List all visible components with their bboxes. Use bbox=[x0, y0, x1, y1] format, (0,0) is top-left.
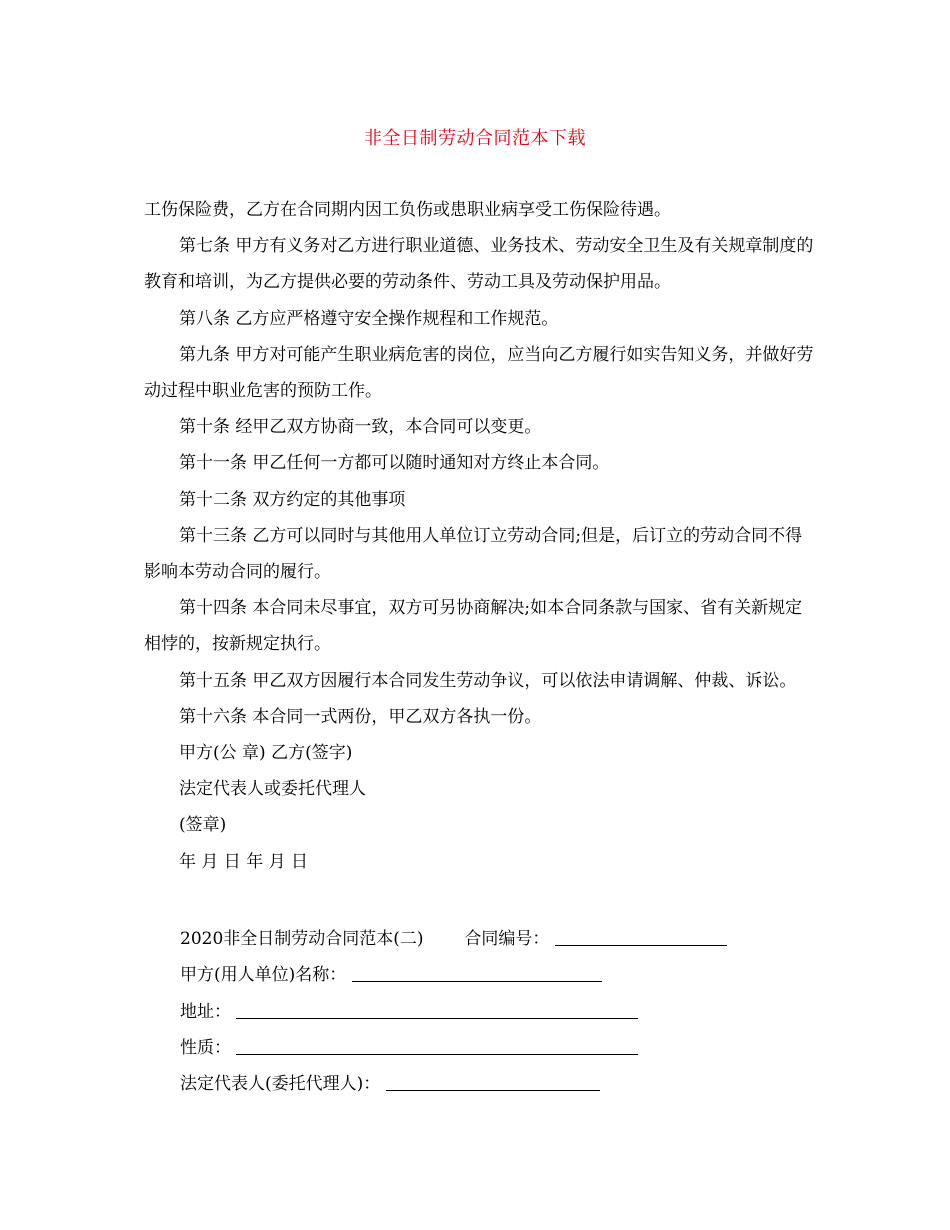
employer-name-blank[interactable] bbox=[352, 965, 602, 982]
form-heading-row bbox=[180, 924, 727, 949]
paragraph: 第十四条 本合同未尽事宜，双方可另协商解决;如本合同条款与国家、省有关新规定相悖的，按新规定执行。 bbox=[144, 598, 803, 655]
paragraph: 第十六条 本合同一式两份，甲乙双方各执一份。 bbox=[179, 706, 542, 727]
paragraph: 第七条 甲方有义务对乙方进行职业道德、业务技术、劳动安全卫生及有关规章制度的教育和培训，为乙方提供必要的劳动条件、劳动工具及劳动保护用品。 bbox=[144, 236, 814, 293]
paragraph: 第八条 乙方应严格遵守安全操作规程和工作规范。 bbox=[179, 308, 559, 329]
paragraph: 第九条 甲方对可能产生职业病危害的岗位，应当向乙方履行如实告知义务，并做好劳动过程中职业危害的预防工作。 bbox=[144, 344, 814, 402]
document-body bbox=[144, 192, 814, 880]
document-title: 非全日制劳动合同范本下载 bbox=[364, 128, 586, 149]
contract-number-label: 合同编号： bbox=[464, 929, 550, 949]
address-label: 地址： bbox=[180, 1002, 231, 1022]
legal-representative-blank[interactable] bbox=[386, 1074, 600, 1091]
employer-name-label: 甲方(用人单位)名称： bbox=[180, 965, 347, 985]
legal-representative-row bbox=[180, 1069, 600, 1094]
legal-representative-line: 法定代表人或委托代理人 bbox=[179, 779, 366, 800]
nature-row bbox=[180, 1033, 638, 1058]
paragraph: 第十一条 甲乙任何一方都可以随时通知对方终止本合同。 bbox=[179, 453, 610, 474]
contract-number-blank[interactable] bbox=[555, 929, 727, 946]
signature-party-line: 甲方(公 章) 乙方(签字) bbox=[179, 743, 353, 764]
paragraph: 工伤保险费，乙方在合同期内因工负伤或患职业病享受工伤保险待遇。 bbox=[144, 200, 671, 220]
seal-line: (签章) bbox=[179, 815, 227, 836]
date-line: 年 月 日 年 月 日 bbox=[179, 851, 309, 872]
employer-name-row bbox=[180, 960, 602, 985]
paragraph: 第十条 经甲乙双方协商一致，本合同可以变更。 bbox=[179, 417, 542, 438]
nature-blank[interactable] bbox=[236, 1038, 638, 1055]
paragraph: 第十五条 甲乙双方因履行本合同发生劳动争议，可以依法申请调解、仲裁、诉讼。 bbox=[179, 670, 797, 691]
address-blank[interactable] bbox=[236, 1002, 638, 1019]
legal-representative-label: 法定代表人(委托代理人)： bbox=[180, 1074, 381, 1094]
paragraph: 第十二条 双方约定的其他事项 bbox=[179, 489, 406, 510]
address-row bbox=[180, 997, 638, 1022]
form-heading: 2020非全日制劳动合同范本(二) bbox=[180, 929, 424, 949]
nature-label: 性质： bbox=[180, 1038, 231, 1058]
paragraph: 第十三条 乙方可以同时与其他用人单位订立劳动合同;但是，后订立的劳动合同不得影响本劳动合同的履行。 bbox=[144, 525, 803, 583]
